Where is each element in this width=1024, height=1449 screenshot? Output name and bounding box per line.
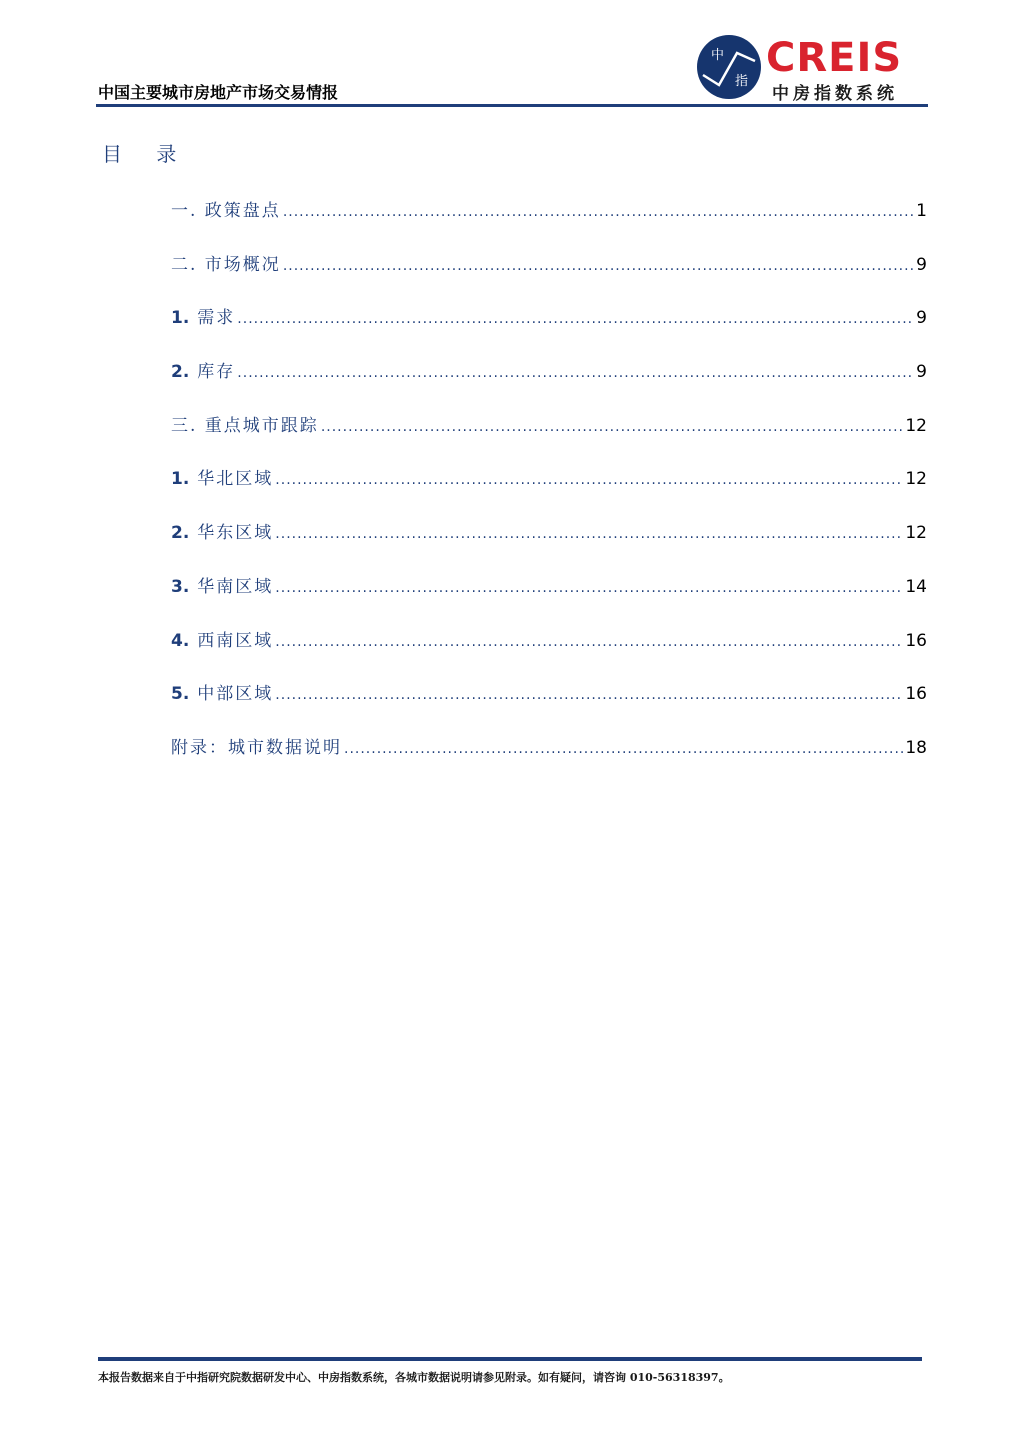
toc-entry-label bbox=[171, 196, 281, 221]
footer-note: 本报告数据来自于中指研究院数据研发中心、中房指数系统，各城市数据说明请参见附录。如有疑问，请咨询 010-56318397。 bbox=[98, 1371, 730, 1384]
toc-entry-page: 14 bbox=[905, 576, 927, 597]
toc-entry-number: 5. bbox=[171, 684, 190, 705]
toc-entry-label bbox=[171, 411, 319, 436]
toc-entry[interactable] bbox=[171, 572, 927, 626]
toc-leader-dots bbox=[321, 419, 904, 435]
toc-entry-label bbox=[171, 626, 273, 651]
toc-entry[interactable] bbox=[171, 733, 927, 787]
toc-leader-dots bbox=[275, 580, 903, 596]
toc-entry[interactable] bbox=[171, 303, 927, 357]
toc-entry-number: 4. bbox=[171, 630, 190, 651]
creis-logo-seal bbox=[697, 35, 761, 99]
logo-brand-text: CREIS bbox=[766, 35, 903, 81]
toc-entry[interactable] bbox=[171, 464, 927, 518]
toc-entry-label bbox=[171, 679, 273, 704]
toc-entry-label bbox=[171, 250, 281, 275]
toc-entry-label bbox=[171, 357, 235, 382]
footer-divider bbox=[98, 1357, 922, 1361]
toc-entry-label bbox=[171, 303, 235, 328]
toc-leader-dots bbox=[237, 311, 914, 327]
toc-entry-label bbox=[171, 733, 342, 758]
toc-entry-text: 华东区域 bbox=[197, 523, 274, 544]
toc-entry-text: 西南区域 bbox=[197, 630, 274, 651]
toc-leader-dots bbox=[344, 741, 903, 757]
toc-entry[interactable] bbox=[171, 357, 927, 411]
toc-entry-page: 9 bbox=[916, 308, 927, 329]
toc-leader-dots bbox=[275, 472, 903, 488]
toc-entry-text: 库存 bbox=[197, 362, 236, 383]
header-divider bbox=[96, 104, 928, 107]
toc-entry[interactable] bbox=[171, 411, 927, 465]
toc-list bbox=[171, 196, 927, 787]
toc-leader-dots bbox=[275, 634, 903, 650]
toc-entry-label bbox=[171, 572, 273, 597]
toc-entry-text: 中部区域 bbox=[197, 684, 274, 705]
toc-entry-page: 1 bbox=[916, 201, 927, 221]
toc-entry-text: 二. 市场概况 bbox=[171, 254, 281, 275]
toc-entry-page: 16 bbox=[905, 684, 927, 705]
toc-entry-page: 12 bbox=[905, 415, 927, 436]
toc-entry-page: 9 bbox=[916, 362, 927, 383]
toc-entry[interactable] bbox=[171, 250, 927, 304]
toc-leader-dots bbox=[237, 365, 914, 381]
toc-entry[interactable] bbox=[171, 626, 927, 680]
toc-entry-text: 需求 bbox=[197, 308, 236, 329]
toc-leader-dots bbox=[275, 526, 903, 542]
toc-entry-text: 一. 政策盘点 bbox=[171, 201, 281, 221]
toc-heading: 目 录 bbox=[102, 142, 191, 166]
toc-entry-text: 华北区域 bbox=[197, 469, 274, 490]
toc-leader-dots bbox=[275, 687, 903, 703]
toc-entry-label bbox=[171, 518, 273, 543]
toc-entry-number: 3. bbox=[171, 576, 190, 597]
toc-entry-page: 9 bbox=[916, 254, 927, 275]
toc-entry-page: 12 bbox=[905, 469, 927, 490]
toc-entry-number: 2. bbox=[171, 362, 190, 383]
toc-leader-dots bbox=[283, 258, 914, 274]
svg-text:指: 指 bbox=[735, 74, 749, 89]
toc-entry[interactable] bbox=[171, 196, 927, 250]
logo-seal-icon bbox=[697, 35, 761, 99]
toc-entry[interactable] bbox=[171, 518, 927, 572]
svg-text:中: 中 bbox=[711, 48, 725, 63]
toc-entry[interactable] bbox=[171, 679, 927, 733]
toc-entry-page: 12 bbox=[905, 523, 927, 544]
logo-subtitle: 中房指数系统 bbox=[772, 84, 898, 104]
toc-leader-dots bbox=[283, 204, 914, 220]
toc-entry-text: 三. 重点城市跟踪 bbox=[171, 415, 319, 436]
toc-entry-number: 1. bbox=[171, 308, 190, 329]
toc-entry-text: 附录：城市数据说明 bbox=[171, 737, 342, 758]
toc-entry-number: 2. bbox=[171, 523, 190, 544]
toc-entry-number: 1. bbox=[171, 469, 190, 490]
toc-entry-label bbox=[171, 464, 273, 489]
toc-entry-page: 18 bbox=[905, 737, 927, 758]
toc-entry-page: 16 bbox=[905, 630, 927, 651]
report-title: 中国主要城市房地产市场交易情报 bbox=[98, 83, 339, 102]
toc-entry-text: 华南区域 bbox=[197, 576, 274, 597]
